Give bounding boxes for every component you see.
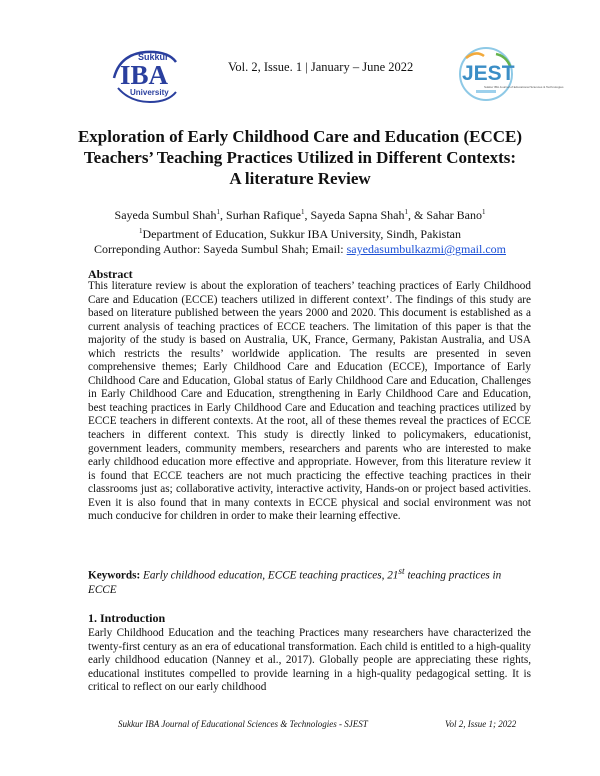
author-sep-3: , & (407, 208, 427, 222)
abstract-text: This literature review is about the exploration of teachers’ teaching practices of Early Childhood Care and Education (ECCE) teachers utilized in different context’. The findings of this study are based on literature published between the years 2000 and 2020. This document is established as a current analysis of teaching practices of ECCE teachers. The limitation of this paper is that the majority of the study is based on Australia, UK, France, Germany, Pakistan Australia, and USA which restricts the results’ worldwide application. The results are presented in seven comprehensive themes; Early Childhood Care and Education (ECCE), Importance of Early Childhood Care and Education, Global status of Early Childhood Care and Education, Challenges in Early Childhood Care and Education, strengthening in Early Childhood Care and Education, best teaching practices in Early Childhood Care and Education and teaching practices utilized by ECCE teachers in different contexts. At the root, all of these themes reveal the practices of ECCE teachers in different context. This study is directly linked to policymakers, educationist, government leaders, community members, researchers and parents who are interested to make early childhood education more effective and appropriate. However, from this literature review it is found that ECCE teachers are not much practicing the effective teaching practices in their classrooms just as; collaborative activity, interactive activity, Hands-on or project based activities. Even it is also found that in many contexts in ECCE physical and social environment was not much conducive for children in order to make their learning effective. (88, 280, 531, 523)
email-link[interactable]: sayedasumbulkazmi@gmail.com (346, 242, 506, 256)
keywords-text-2: teaching practices in ECCE (88, 569, 502, 596)
footer-volume: Vol 2, Issue 1; 2022 (445, 719, 517, 729)
abstract-heading: Abstract (88, 267, 133, 281)
author-2-sup: 1 (301, 208, 305, 216)
author-1: Sayeda Sumbul Shah (114, 208, 217, 222)
paper-title (60, 126, 540, 189)
title-line-3: A literature Review (229, 169, 371, 188)
author-1-sup: 1 (216, 208, 221, 216)
corresponding-author (60, 242, 540, 258)
logo-word-sukkur: Sukkur (138, 52, 169, 62)
jest-logo-subtitle: Sukkur IBA Journal of Educational Sciences & Technologies (484, 85, 564, 89)
sukkur-iba-logo (110, 48, 182, 106)
affiliation (60, 224, 540, 243)
author-sep-2: , (304, 208, 311, 222)
author-3-sup: 1 (404, 208, 408, 216)
affiliation-sup: 1 (138, 226, 143, 235)
keywords (88, 565, 531, 597)
jest-logo-letters: JEST (462, 62, 515, 85)
keywords-sup: st (398, 567, 405, 577)
affiliation-text: Department of Education, Sukkur IBA University, Sindh, Pakistan (142, 226, 461, 241)
sukkur-iba-logo-graphic (110, 48, 182, 106)
introduction-heading: 1. Introduction (88, 611, 166, 625)
keywords-label: Keywords: (88, 569, 141, 582)
keywords-text-1: Early childhood education, ECCE teaching practices, 21 (143, 569, 399, 582)
author-4-sup: 1 (481, 208, 486, 216)
title-line-2: Teachers’ Teaching Practices Utilized in Different Contexts: (83, 148, 517, 167)
corresponding-prefix: Correponding Author: Sayeda Sumbul Shah; Email: (93, 242, 347, 256)
author-block (60, 205, 540, 258)
author-2: Surhan Rafique (226, 208, 301, 222)
jest-logo-graphic (454, 44, 564, 104)
author-sep-1: , (220, 208, 227, 222)
author-4: Sahar Bano (426, 208, 482, 222)
author-3: Sayeda Sapna Shah (310, 208, 405, 222)
introduction-text: Early Childhood Education and the teaching Practices many researchers have characterized the twenty-first century as an era of educational transformation. Each child is entitled to a high-quality early childhood education (Nanney et al., 2017). Globally people are appreciating these rights, educational institutes compelled to provide learning in a high-quality pedagogical setting. It is critical to reflect on our early childhood (88, 627, 531, 694)
logo-word-iba: IBA (120, 60, 169, 90)
issue-line: Vol. 2, Issue. 1 | January – June 2022 (228, 60, 414, 74)
title-line-1: Exploration of Early Childhood Care and Education (ECCE) (77, 127, 523, 146)
author-list (60, 205, 540, 224)
logo-word-university: University (130, 88, 169, 97)
jest-logo (454, 44, 564, 104)
footer-journal: Sukkur IBA Journal of Educational Sciences & Technologies - SJEST (118, 719, 368, 729)
